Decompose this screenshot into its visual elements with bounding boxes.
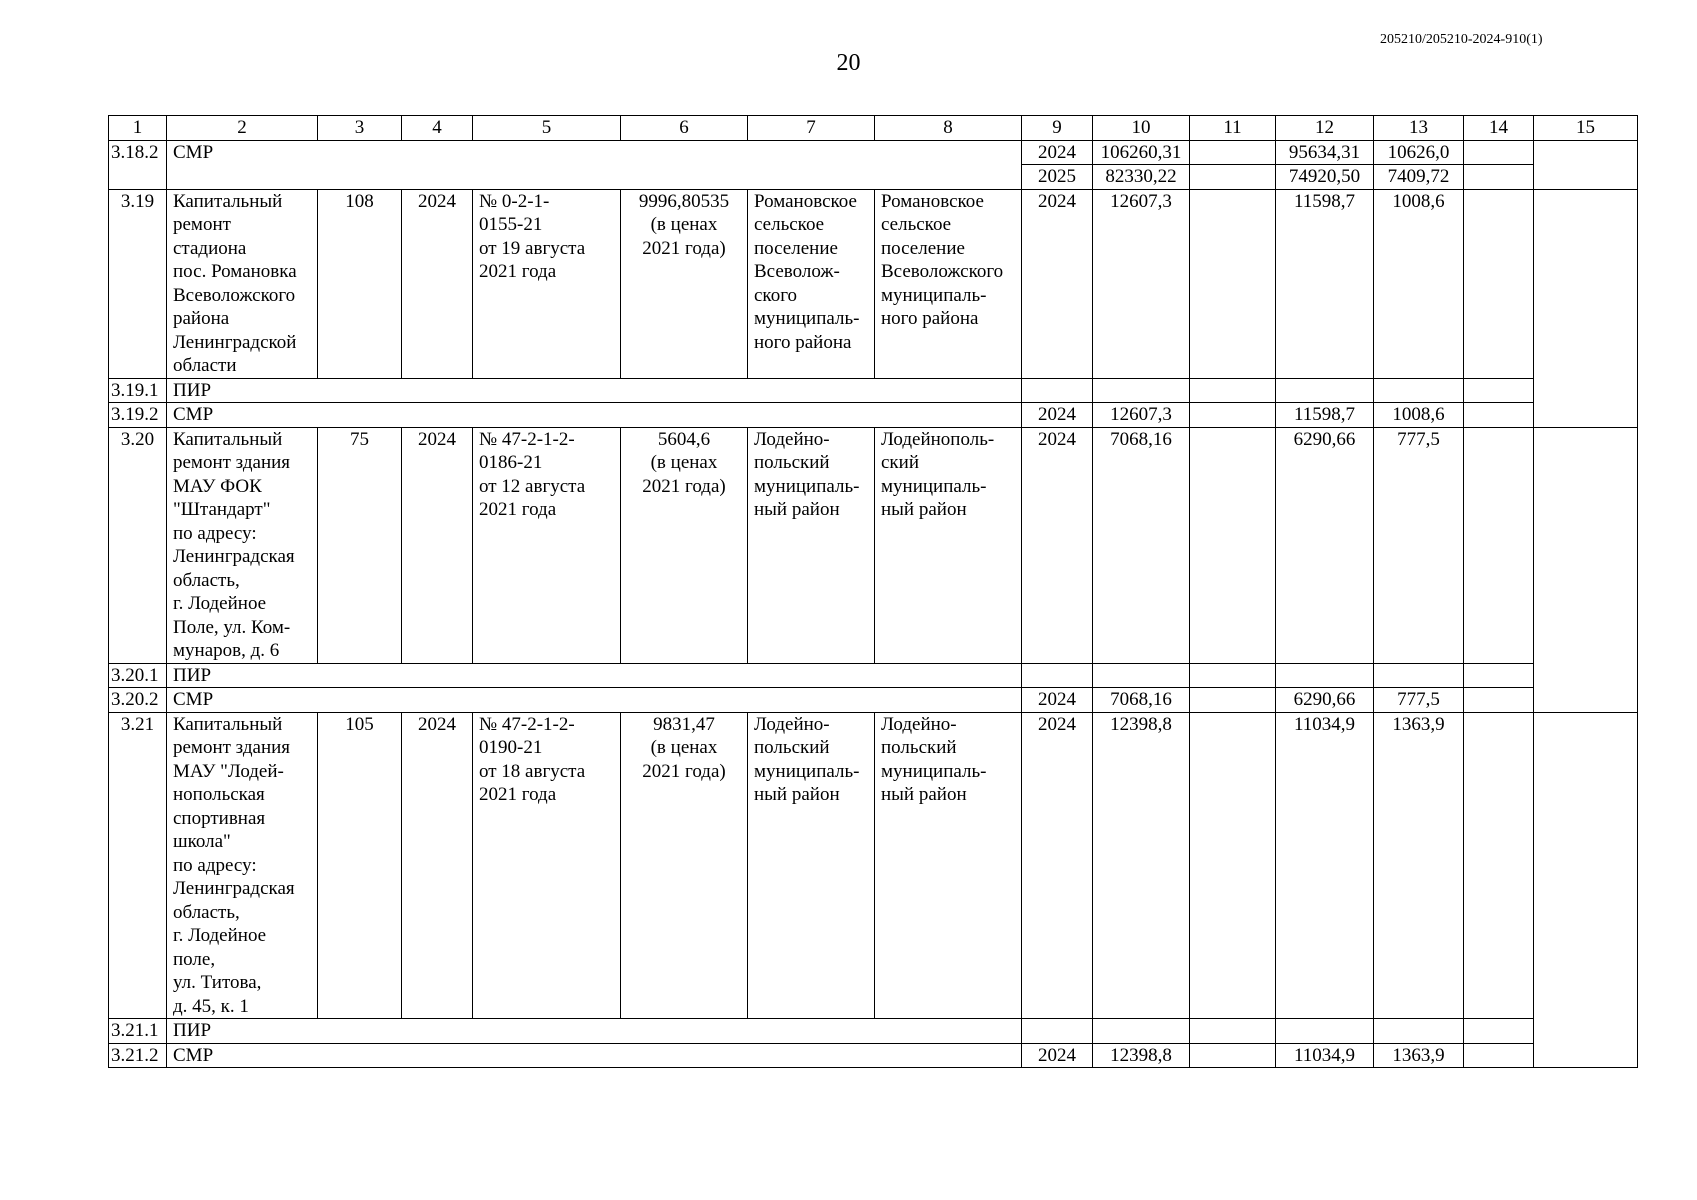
year-cell: 2024 [1022,189,1093,378]
municipal-cell: 1363,9 [1374,712,1464,1019]
page-number: 20 [836,50,861,76]
total-cell: 12607,3 [1093,189,1190,378]
customer-cell: Лодейно- польский муниципаль- ный район [748,427,875,663]
capacity-cell: 75 [318,427,402,663]
column-header: 6 [621,116,748,141]
row-number: 3.19.2 [109,403,167,428]
municipal-cell: 1008,6 [1374,189,1464,378]
total-cell: 106260,31 [1093,140,1190,165]
year-cell: 2024 [402,712,473,1019]
total-cell: 12398,8 [1093,1043,1190,1068]
expertise-doc-cell: № 47-2-1-2- 0186-21 от 12 августа 2021 года [473,427,621,663]
empty-cell [1464,712,1534,1019]
empty-cell [1534,712,1638,1068]
document-code: 205210/205210-2024-910(1) [1380,32,1543,47]
year-cell: 2024 [1022,712,1093,1019]
empty-cell [1276,378,1374,403]
empty-cell [1190,378,1276,403]
column-header: 10 [1093,116,1190,141]
empty-cell [1190,427,1276,663]
register-table [108,115,1638,1068]
capacity-cell: 108 [318,189,402,378]
estimated-cost-cell: 9831,47 (в ценах 2021 года) [621,712,748,1019]
empty-cell [1190,165,1276,190]
empty-cell [1190,1043,1276,1068]
stage-label: СМР [167,403,1022,428]
empty-cell [1464,165,1534,190]
empty-cell [1464,403,1534,428]
total-cell: 7068,16 [1093,427,1190,663]
row-number: 3.21.2 [109,1043,167,1068]
year-cell: 2024 [402,189,473,378]
empty-cell [1190,1019,1276,1044]
table-row [109,378,1638,403]
year-cell: 2024 [1022,1043,1093,1068]
empty-cell [1374,378,1464,403]
empty-cell [1022,378,1093,403]
stage-label: ПИР [167,663,1022,688]
owner-cell: Лодейно- польский муниципаль- ный район [875,712,1022,1019]
empty-cell [1534,140,1638,189]
year-cell: 2024 [1022,140,1093,165]
municipal-cell: 777,5 [1374,688,1464,713]
total-cell: 12607,3 [1093,403,1190,428]
total-cell: 12398,8 [1093,712,1190,1019]
table-row [109,140,1638,165]
empty-cell [1190,688,1276,713]
table-row [109,403,1638,428]
municipal-cell: 1008,6 [1374,403,1464,428]
empty-cell [1534,427,1638,712]
column-header: 1 [109,116,167,141]
year-cell: 2024 [402,427,473,663]
row-number: 3.19.1 [109,378,167,403]
estimated-cost-cell: 9996,80535 (в ценах 2021 года) [621,189,748,378]
column-header: 15 [1534,116,1638,141]
empty-cell [1534,189,1638,427]
column-header: 7 [748,116,875,141]
customer-cell: Романовское сельское поселение Всеволож- ского муниципаль- ного района [748,189,875,378]
table-header-row [109,116,1638,141]
empty-cell [1464,663,1534,688]
table-row [109,1043,1638,1068]
regional-cell: 11598,7 [1276,189,1374,378]
column-header: 14 [1464,116,1534,141]
empty-cell [1374,1019,1464,1044]
empty-cell [1190,663,1276,688]
column-header: 12 [1276,116,1374,141]
regional-cell: 6290,66 [1276,427,1374,663]
expertise-doc-cell: № 47-2-1-2- 0190-21 от 18 августа 2021 года [473,712,621,1019]
stage-label: СМР [167,1043,1022,1068]
empty-cell [1464,189,1534,378]
column-header: 13 [1374,116,1464,141]
object-name: Капитальный ремонт стадиона пос. Романовка Всеволожского района Ленинградской области [167,189,318,378]
table-row [109,427,1638,663]
row-number: 3.20 [109,427,167,663]
empty-cell [1464,427,1534,663]
row-number: 3.19 [109,189,167,378]
object-name: Капитальный ремонт здания МАУ ФОК "Штандарт" по адресу: Ленинградская область, г. Лодейное Поле, ул. Ком- мунаров, д. 6 [167,427,318,663]
table-row [109,189,1638,378]
column-header: 11 [1190,116,1276,141]
empty-cell [1093,663,1190,688]
stage-label: ПИР [167,378,1022,403]
regional-cell: 6290,66 [1276,688,1374,713]
municipal-cell: 777,5 [1374,427,1464,663]
expertise-doc-cell: № 0-2-1- 0155-21 от 19 августа 2021 года [473,189,621,378]
empty-cell [1276,1019,1374,1044]
empty-cell [1190,189,1276,378]
regional-cell: 74920,50 [1276,165,1374,190]
column-header: 8 [875,116,1022,141]
table-row [109,663,1638,688]
empty-cell [1022,663,1093,688]
empty-cell [1093,1019,1190,1044]
empty-cell [1093,378,1190,403]
object-name: Капитальный ремонт здания МАУ "Лодей- нопольская спортивная школа" по адресу: Ленинградская область, г. Лодейное поле, ул. Титова, д. 45, к. 1 [167,712,318,1019]
column-header: 5 [473,116,621,141]
owner-cell: Лодейнополь- ский муниципаль- ный район [875,427,1022,663]
empty-cell [1464,378,1534,403]
regional-cell: 11034,9 [1276,1043,1374,1068]
empty-cell [1464,1043,1534,1068]
table-row [109,712,1638,1019]
total-cell: 7068,16 [1093,688,1190,713]
empty-cell [1022,1019,1093,1044]
year-cell: 2025 [1022,165,1093,190]
regional-cell: 11034,9 [1276,712,1374,1019]
row-number: 3.20.1 [109,663,167,688]
customer-cell: Лодейно- польский муниципаль- ный район [748,712,875,1019]
table-row [109,688,1638,713]
empty-cell [1464,140,1534,165]
row-number: 3.18.2 [109,140,167,189]
column-header: 9 [1022,116,1093,141]
empty-cell [1190,140,1276,165]
empty-cell [1190,712,1276,1019]
column-header: 2 [167,116,318,141]
row-number: 3.21.1 [109,1019,167,1044]
capacity-cell: 105 [318,712,402,1019]
column-header: 3 [318,116,402,141]
table-row [109,1019,1638,1044]
empty-cell [1464,1019,1534,1044]
empty-cell [1276,663,1374,688]
year-cell: 2024 [1022,403,1093,428]
empty-cell [1374,663,1464,688]
empty-cell [1464,688,1534,713]
municipal-cell: 1363,9 [1374,1043,1464,1068]
column-header: 4 [402,116,473,141]
empty-cell [1190,403,1276,428]
regional-cell: 95634,31 [1276,140,1374,165]
stage-label: СМР [167,140,1022,189]
row-number: 3.21 [109,712,167,1019]
year-cell: 2024 [1022,427,1093,663]
owner-cell: Романовское сельское поселение Всеволожского муниципаль- ного района [875,189,1022,378]
stage-label: СМР [167,688,1022,713]
estimated-cost-cell: 5604,6 (в ценах 2021 года) [621,427,748,663]
year-cell: 2024 [1022,688,1093,713]
row-number: 3.20.2 [109,688,167,713]
stage-label: ПИР [167,1019,1022,1044]
total-cell: 82330,22 [1093,165,1190,190]
regional-cell: 11598,7 [1276,403,1374,428]
municipal-cell: 7409,72 [1374,165,1464,190]
municipal-cell: 10626,0 [1374,140,1464,165]
